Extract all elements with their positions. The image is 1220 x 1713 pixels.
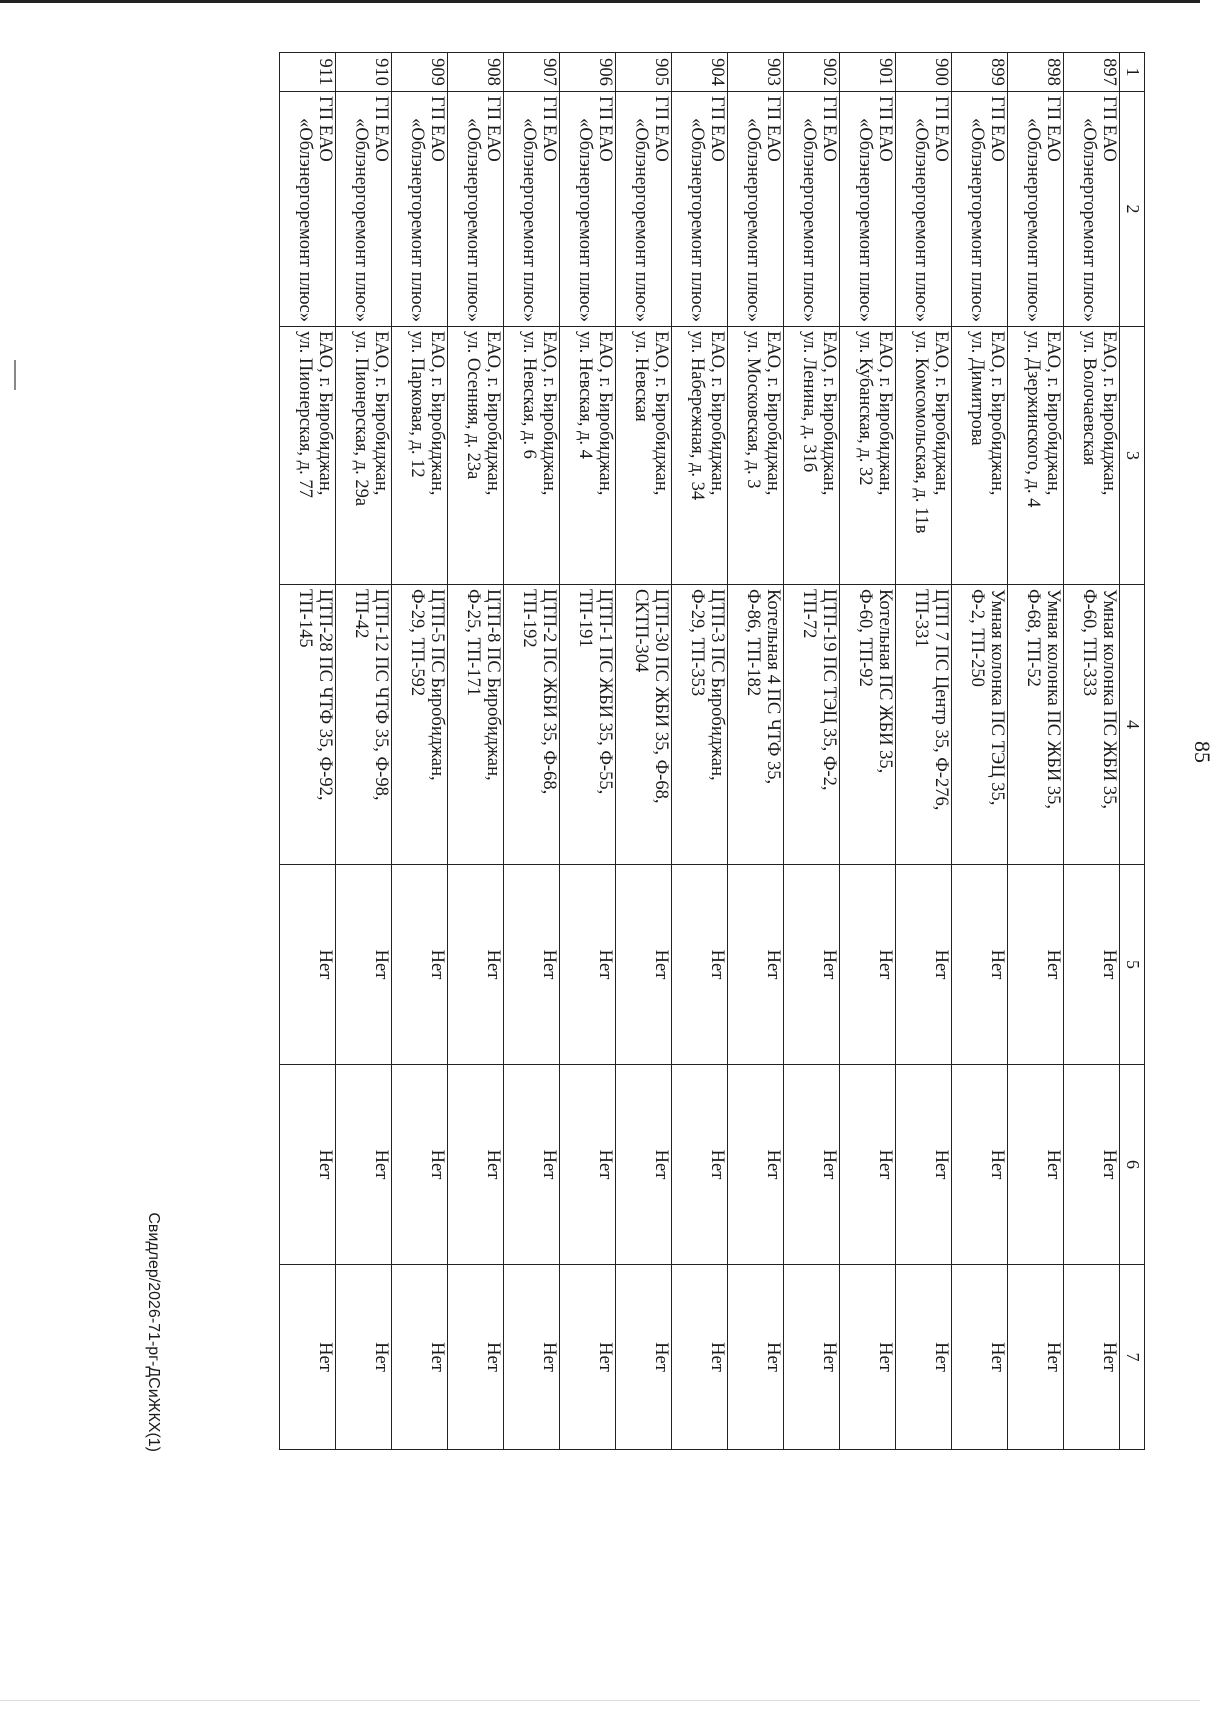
col5-cell	[560, 865, 616, 1065]
row-number-cell	[1064, 53, 1120, 92]
table-row	[336, 53, 392, 1450]
row-number: 899	[987, 58, 1007, 86]
col5-cell	[448, 865, 504, 1065]
col7-cell	[728, 1265, 784, 1450]
row-number-cell	[616, 53, 672, 92]
address-cell	[952, 327, 1008, 585]
column-header: 4	[1120, 585, 1145, 865]
col7-value: Нет	[875, 1342, 895, 1372]
row-number: 905	[651, 58, 671, 86]
row-number: 900	[931, 58, 951, 86]
organization-line: ГП ЕАО	[819, 96, 839, 162]
col7-cell	[560, 1265, 616, 1450]
row-number-cell	[952, 53, 1008, 92]
col7-cell	[504, 1265, 560, 1450]
object-cell	[840, 585, 896, 865]
organization-line: «Облэнергоремонт плюс»	[630, 118, 651, 322]
col7-value: Нет	[819, 1342, 839, 1372]
organization-line: «Облэнергоремонт плюс»	[1022, 118, 1043, 322]
object-cell	[784, 585, 840, 865]
address-cell	[504, 327, 560, 585]
col7-cell	[392, 1265, 448, 1450]
row-number-cell	[728, 53, 784, 92]
object-line: ТП-331	[910, 589, 931, 648]
object-cell	[1008, 585, 1064, 865]
address-line: ЕАО, г. Биробиджан,	[483, 331, 503, 496]
organization-line: ГП ЕАО	[1099, 96, 1119, 162]
address-line: ул. Дзержинского, д. 4	[1022, 331, 1043, 508]
object-line: Котельная ПС ЖБИ 35,	[875, 589, 895, 774]
object-line: ТП-192	[518, 589, 539, 648]
address-line: ЕАО, г. Биробиджан,	[539, 331, 559, 496]
col6-cell	[1064, 1065, 1120, 1265]
address-line: ул. Невская	[630, 331, 651, 422]
col7-value: Нет	[707, 1342, 727, 1372]
object-line: ЦТП-5 ПС Биробиджан,	[427, 589, 447, 781]
object-line: ЦТП-19 ПС ТЭЦ 35, Ф-2,	[819, 589, 839, 791]
organization-line: «Облэнергоремонт плюс»	[742, 118, 763, 322]
column-header: 3	[1120, 327, 1145, 585]
object-line: СКТП-304	[630, 589, 651, 673]
col7-value: Нет	[539, 1342, 559, 1372]
col5-cell	[784, 865, 840, 1065]
address-cell	[896, 327, 952, 585]
col5-cell	[1008, 865, 1064, 1065]
row-number-cell	[784, 53, 840, 92]
organization-line: ГП ЕАО	[651, 96, 671, 162]
col5-value: Нет	[595, 949, 615, 980]
col6-cell	[392, 1065, 448, 1265]
row-number: 901	[875, 58, 895, 86]
object-line: ЦТП-28 ПС ЧТФ 35, Ф-92,	[315, 589, 335, 801]
col5-value: Нет	[1043, 949, 1063, 980]
organization-cell	[840, 92, 896, 327]
col7-cell	[784, 1265, 840, 1450]
col6-value: Нет	[875, 1149, 895, 1180]
col6-cell	[840, 1065, 896, 1265]
address-cell	[280, 327, 336, 585]
col7-cell	[336, 1265, 392, 1450]
row-number-cell	[504, 53, 560, 92]
object-cell	[896, 585, 952, 865]
col7-value: Нет	[1099, 1342, 1119, 1372]
rotated-page	[135, 52, 1220, 1452]
object-cell	[672, 585, 728, 865]
address-cell	[728, 327, 784, 585]
column-header: 2	[1120, 92, 1145, 327]
address-line: ул. Пионерская, д. 29а	[350, 331, 371, 507]
col7-cell	[448, 1265, 504, 1450]
address-cell	[1008, 327, 1064, 585]
col5-value: Нет	[651, 949, 671, 980]
organization-cell	[728, 92, 784, 327]
row-number-cell	[840, 53, 896, 92]
col5-cell	[336, 865, 392, 1065]
object-line: Ф-2, ТП-250	[966, 589, 987, 687]
col7-value: Нет	[371, 1342, 391, 1372]
col6-cell	[560, 1065, 616, 1265]
object-line: ЦТП-1 ПС ЖБИ 35, Ф-55,	[595, 589, 615, 795]
col7-value: Нет	[427, 1342, 447, 1372]
col6-value: Нет	[763, 1149, 783, 1180]
address-cell	[448, 327, 504, 585]
row-number: 908	[483, 58, 503, 86]
col6-cell	[1008, 1065, 1064, 1265]
col5-value: Нет	[819, 949, 839, 980]
object-line: ТП-145	[294, 589, 315, 648]
organization-line: ГП ЕАО	[371, 96, 391, 162]
col6-value: Нет	[707, 1149, 727, 1180]
object-line: Ф-60, ТП-333	[1078, 589, 1099, 697]
address-line: ЕАО, г. Биробиджан,	[875, 331, 895, 496]
object-line: ТП-191	[574, 589, 595, 648]
object-line: Котельная 4 ПС ЧТФ 35,	[763, 589, 783, 785]
page-number: 85	[1190, 741, 1215, 763]
address-line: ул. Московская, д. 3	[742, 331, 763, 489]
organization-line: ГП ЕАО	[931, 96, 951, 162]
address-line: ул. Невская, д. 6	[518, 331, 539, 459]
object-cell	[448, 585, 504, 865]
address-line: ЕАО, г. Биробиджан,	[371, 331, 391, 496]
col7-value: Нет	[763, 1342, 783, 1372]
object-line: ЦТП-3 ПС Биробиджан,	[707, 589, 727, 781]
row-number-cell	[336, 53, 392, 92]
table-row	[840, 53, 896, 1450]
col6-value: Нет	[483, 1149, 503, 1180]
table-row	[952, 53, 1008, 1450]
organization-cell	[896, 92, 952, 327]
table-row	[560, 53, 616, 1450]
col5-value: Нет	[707, 949, 727, 980]
col7-value: Нет	[931, 1342, 951, 1372]
address-line: ул. Набережная, д. 34	[686, 331, 707, 501]
address-line: ЕАО, г. Биробиджан,	[595, 331, 615, 496]
row-number: 904	[707, 58, 727, 86]
row-number: 907	[539, 58, 559, 86]
col5-cell	[1064, 865, 1120, 1065]
col6-cell	[616, 1065, 672, 1265]
address-line: ЕАО, г. Биробиджан,	[315, 331, 335, 496]
address-line: ЕАО, г. Биробиджан,	[763, 331, 783, 496]
row-number: 906	[595, 58, 615, 86]
col7-cell	[672, 1265, 728, 1450]
table-row	[280, 53, 336, 1450]
organization-cell	[952, 92, 1008, 327]
col6-value: Нет	[651, 1149, 671, 1180]
organization-line: «Облэнергоремонт плюс»	[1078, 118, 1099, 322]
col6-value: Нет	[427, 1149, 447, 1180]
address-line: ЕАО, г. Биробиджан,	[819, 331, 839, 496]
organization-cell	[784, 92, 840, 327]
object-line: Умная колонка ПС ЖБИ 35,	[1043, 589, 1063, 810]
address-line: ул. Кубанская, д. 32	[854, 331, 875, 486]
data-table	[279, 52, 1145, 1450]
organization-cell	[616, 92, 672, 327]
organization-line: «Облэнергоремонт плюс»	[686, 118, 707, 322]
col6-value: Нет	[539, 1149, 559, 1180]
organization-line: «Облэнергоремонт плюс»	[910, 118, 931, 322]
row-number-cell	[896, 53, 952, 92]
organization-cell	[336, 92, 392, 327]
row-number: 902	[819, 58, 839, 86]
object-cell	[280, 585, 336, 865]
row-number: 897	[1099, 58, 1119, 86]
col7-value: Нет	[987, 1342, 1007, 1372]
organization-line: ГП ЕАО	[315, 96, 335, 162]
object-cell	[1064, 585, 1120, 865]
col7-value: Нет	[1043, 1342, 1063, 1372]
scan-margin-mark	[0, 1700, 1200, 1701]
col5-value: Нет	[539, 949, 559, 980]
organization-cell	[1008, 92, 1064, 327]
table-row	[448, 53, 504, 1450]
address-line: ЕАО, г. Биробиджан,	[1043, 331, 1063, 496]
table-row	[1064, 53, 1120, 1450]
address-cell	[560, 327, 616, 585]
object-cell	[952, 585, 1008, 865]
organization-cell	[560, 92, 616, 327]
object-cell	[392, 585, 448, 865]
address-cell	[840, 327, 896, 585]
table-header-row	[1120, 53, 1145, 1450]
row-number-cell	[280, 53, 336, 92]
col6-value: Нет	[371, 1149, 391, 1180]
col5-value: Нет	[931, 949, 951, 980]
table-row	[616, 53, 672, 1450]
address-line: ЕАО, г. Биробиджан,	[651, 331, 671, 496]
organization-line: ГП ЕАО	[427, 96, 447, 162]
table-row	[728, 53, 784, 1450]
object-line: ЦТП-30 ПС ЖБИ 35, Ф-68,	[651, 589, 671, 804]
row-number-cell	[392, 53, 448, 92]
object-line: ЦТП-12 ПС ЧТФ 35, Ф-98,	[371, 589, 391, 801]
address-line: ЕАО, г. Биробиджан,	[987, 331, 1007, 496]
address-line: ул. Парковая, д. 12	[406, 331, 427, 478]
col6-cell	[280, 1065, 336, 1265]
col5-value: Нет	[987, 949, 1007, 980]
col5-value: Нет	[371, 949, 391, 980]
row-number: 898	[1043, 58, 1063, 86]
object-line: Умная колонка ПС ТЭЦ 35,	[987, 589, 1007, 806]
col6-value: Нет	[1099, 1149, 1119, 1180]
organization-cell	[280, 92, 336, 327]
organization-line: ГП ЕАО	[763, 96, 783, 162]
object-line: Ф-68, ТП-52	[1022, 589, 1043, 687]
address-line: ул. Ленина, д. 31б	[798, 331, 819, 473]
organization-line: ГП ЕАО	[483, 96, 503, 162]
organization-line: «Облэнергоремонт плюс»	[798, 118, 819, 322]
table-row	[784, 53, 840, 1450]
object-line: Умная колонка ПС ЖБИ 35,	[1099, 589, 1119, 810]
address-line: ул. Волочаевская	[1078, 331, 1099, 466]
organization-line: «Облэнергоремонт плюс»	[462, 118, 483, 322]
scan-margin-mark	[14, 360, 16, 390]
col7-value: Нет	[483, 1342, 503, 1372]
column-header: 6	[1120, 1065, 1145, 1265]
object-line: ТП-42	[350, 589, 371, 639]
organization-cell	[392, 92, 448, 327]
address-line: ЕАО, г. Биробиджан,	[1099, 331, 1119, 496]
col7-cell	[616, 1265, 672, 1450]
address-cell	[672, 327, 728, 585]
organization-line: ГП ЕАО	[987, 96, 1007, 162]
address-line: ул. Невская, д. 4	[574, 331, 595, 459]
col7-cell	[280, 1265, 336, 1450]
col5-cell	[504, 865, 560, 1065]
address-line: ЕАО, г. Биробиджан,	[707, 331, 727, 496]
col6-value: Нет	[931, 1149, 951, 1180]
organization-cell	[504, 92, 560, 327]
address-cell	[784, 327, 840, 585]
row-number: 909	[427, 58, 447, 86]
object-cell	[560, 585, 616, 865]
object-line: ЦТП-2 ПС ЖБИ 35, Ф-68,	[539, 589, 559, 795]
col5-cell	[392, 865, 448, 1065]
document-footer-code: Свидлер/2026-71-рг-ДСиЖКХ(1)	[145, 1212, 162, 1452]
object-line: Ф-29, ТП-592	[406, 589, 427, 697]
col7-value: Нет	[315, 1342, 335, 1372]
col6-cell	[896, 1065, 952, 1265]
col6-value: Нет	[819, 1149, 839, 1180]
organization-line: «Облэнергоремонт плюс»	[350, 118, 371, 322]
column-header: 5	[1120, 865, 1145, 1065]
col5-cell	[840, 865, 896, 1065]
organization-line: ГП ЕАО	[539, 96, 559, 162]
object-line: ЦТП-8 ПС Биробиджан,	[483, 589, 503, 781]
organization-line: ГП ЕАО	[1043, 96, 1063, 162]
col7-cell	[952, 1265, 1008, 1450]
col7-cell	[1064, 1265, 1120, 1450]
table-body	[280, 53, 1145, 1450]
row-number-cell	[672, 53, 728, 92]
address-line: ул. Осенняя, д. 23а	[462, 331, 483, 480]
object-line: ТП-72	[798, 589, 819, 639]
col5-value: Нет	[1099, 949, 1119, 980]
col7-value: Нет	[651, 1342, 671, 1372]
col7-cell	[1008, 1265, 1064, 1450]
organization-line: ГП ЕАО	[875, 96, 895, 162]
col6-cell	[336, 1065, 392, 1265]
address-line: ул. Димитрова	[966, 331, 987, 446]
col6-cell	[672, 1065, 728, 1265]
address-cell	[1064, 327, 1120, 585]
col5-cell	[896, 865, 952, 1065]
organization-cell	[672, 92, 728, 327]
col6-cell	[784, 1065, 840, 1265]
col5-value: Нет	[315, 949, 335, 980]
address-cell	[336, 327, 392, 585]
address-line: ЕАО, г. Биробиджан,	[931, 331, 951, 496]
col6-cell	[448, 1065, 504, 1265]
col5-value: Нет	[483, 949, 503, 980]
object-cell	[616, 585, 672, 865]
object-line: Ф-60, ТП-92	[854, 589, 875, 687]
object-cell	[504, 585, 560, 865]
col7-value: Нет	[595, 1342, 615, 1372]
col7-cell	[840, 1265, 896, 1450]
col5-cell	[280, 865, 336, 1065]
row-number: 910	[371, 58, 391, 86]
table-row	[1008, 53, 1064, 1450]
col5-value: Нет	[875, 949, 895, 980]
row-number: 911	[315, 58, 335, 86]
organization-line: ГП ЕАО	[707, 96, 727, 162]
organization-line: «Облэнергоремонт плюс»	[406, 118, 427, 322]
object-line: Ф-29, ТП-353	[686, 589, 707, 697]
table-row	[504, 53, 560, 1450]
col5-value: Нет	[427, 949, 447, 980]
object-line: Ф-86, ТП-182	[742, 589, 763, 697]
row-number: 903	[763, 58, 783, 86]
address-line: ЕАО, г. Биробиджан,	[427, 331, 447, 496]
address-line: ул. Комсомольская, д. 11в	[910, 331, 931, 534]
address-line: ул. Пионерская, д. 77	[294, 331, 315, 498]
col5-cell	[616, 865, 672, 1065]
column-header: 7	[1120, 1265, 1145, 1450]
col6-value: Нет	[1043, 1149, 1063, 1180]
object-line: ЦТП 7 ПС Центр 35, Ф-276,	[931, 589, 951, 811]
address-cell	[392, 327, 448, 585]
organization-line: «Облэнергоремонт плюс»	[966, 118, 987, 322]
row-number-cell	[1008, 53, 1064, 92]
table-row	[896, 53, 952, 1450]
organization-line: «Облэнергоремонт плюс»	[854, 118, 875, 322]
organization-cell	[1064, 92, 1120, 327]
organization-line: «Облэнергоремонт плюс»	[294, 118, 315, 322]
object-line: Ф-25, ТП-171	[462, 589, 483, 697]
organization-line: ГП ЕАО	[595, 96, 615, 162]
col5-value: Нет	[763, 949, 783, 980]
column-header: 1	[1120, 53, 1145, 92]
col5-cell	[728, 865, 784, 1065]
organization-line: «Облэнергоремонт плюс»	[574, 118, 595, 322]
organization-line: «Облэнергоремонт плюс»	[518, 118, 539, 322]
organization-cell	[448, 92, 504, 327]
object-cell	[728, 585, 784, 865]
row-number-cell	[448, 53, 504, 92]
address-cell	[616, 327, 672, 585]
col6-cell	[504, 1065, 560, 1265]
col5-cell	[952, 865, 1008, 1065]
table-row	[672, 53, 728, 1450]
col6-cell	[952, 1065, 1008, 1265]
object-cell	[336, 585, 392, 865]
row-number-cell	[560, 53, 616, 92]
table-row	[392, 53, 448, 1450]
col5-cell	[672, 865, 728, 1065]
col6-value: Нет	[315, 1149, 335, 1180]
col6-value: Нет	[987, 1149, 1007, 1180]
scan-top-border	[0, 0, 1200, 3]
col6-cell	[728, 1065, 784, 1265]
col7-cell	[896, 1265, 952, 1450]
col6-value: Нет	[595, 1149, 615, 1180]
